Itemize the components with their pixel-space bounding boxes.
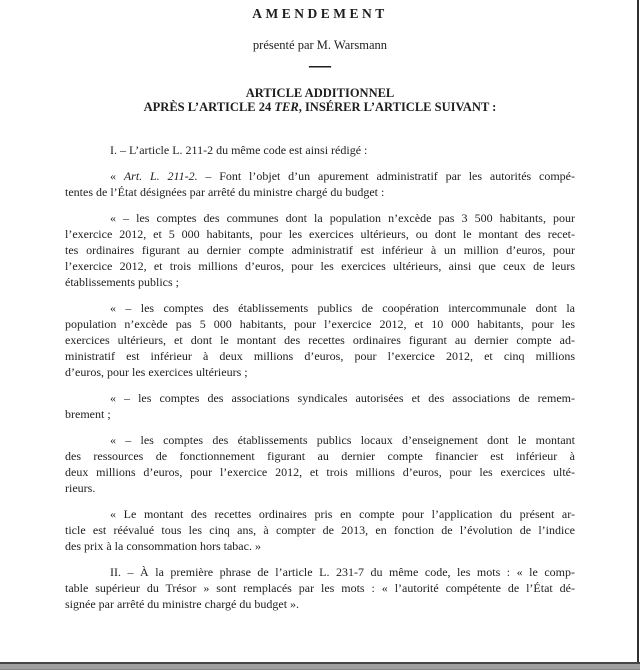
paragraph: [65, 168, 575, 200]
text-segment: – Font l’objet d’un apurement administratif par les autorités compé-: [197, 169, 575, 183]
presenter-line: présenté par M. Warsmann: [252, 38, 388, 52]
italic-text-segment: Art. L. 211-2.: [123, 169, 198, 183]
paragraph-line: tes ordinaires figurant au dernier compte administratif est inférieur à un million d’euros, pour: [65, 243, 575, 257]
paragraph-line: population n’excède pas 5 000 habitants, pour l’exercice 2012, et 10 000 habitants, pour les: [65, 317, 575, 331]
paragraph: [65, 210, 575, 290]
paragraph: [65, 300, 575, 380]
paragraph-line: l’exercice 2012, et 5 000 habitants, pour les exercices ultérieurs, ou dont le montant des recet-: [65, 227, 575, 241]
paragraph-line: brement ;: [65, 407, 111, 421]
heading-line2: [0, 100, 640, 114]
paragraph-line: « – les comptes des associations syndicales autorisées et des associations de remem-: [110, 391, 575, 405]
paragraph-line: établissements publics ;: [65, 275, 179, 289]
paragraph: [65, 142, 575, 158]
paragraph-line: tentes de l’État désignées par arrêté du ministre chargé du budget :: [65, 185, 385, 199]
paragraph-line: « – les comptes des établissements publics de coopération intercommunale dont la: [110, 301, 575, 315]
paragraph-line: des ressources de fonctionnement figurant au dernier compte financier est inférieur à: [65, 449, 575, 463]
paragraph-line: [65, 168, 575, 184]
paragraph-line: « Le montant des recettes ordinaires pris en compte pour l’application du présent ar-: [110, 507, 575, 521]
paragraph-line: I. – L’article L. 211-2 du même code est ainsi rédigé :: [110, 143, 368, 157]
text-segment: «: [110, 169, 124, 183]
document-body: [65, 142, 575, 612]
paragraph: [65, 564, 575, 612]
paragraph: [65, 432, 575, 496]
paragraph-line: « – les comptes des établissements publics locaux d’enseignement dont le montant: [110, 433, 575, 447]
paragraph-line: deux millions d’euros, pour l’exercice 2012, et trois millions d’euros, pour les exercices ulté-: [65, 465, 575, 479]
paragraph-line: signée par arrêté du ministre chargé du budget ».: [65, 597, 300, 611]
heading-line1: ARTICLE ADDITIONNEL: [245, 86, 395, 100]
page-right-edge: [637, 0, 639, 663]
italic-text-segment: TER: [274, 100, 299, 114]
separator-dash: —: [309, 52, 331, 77]
paragraph-line: ticle est réévalué tous les cinq ans, à compter de 2013, en fonction de l’évolution de l’indice: [65, 523, 575, 537]
text-segment: , INSÉRER L’ARTICLE SUIVANT :: [298, 100, 497, 114]
paragraph-line: d’euros, pour les exercices ultérieurs ;: [65, 365, 248, 379]
paragraph-line: exercices ultérieurs, et dont le montant des recettes ordinaires figurant au dernier compte ad-: [65, 333, 575, 347]
paragraph-line: l’exercice 2012, et trois millions d’euros, pour les exercices ultérieurs, ainsi que ceux de leurs: [65, 259, 575, 273]
paragraph-line: rieurs.: [65, 481, 96, 495]
paragraph-line: II. – À la première phrase de l’article L. 231-7 du même code, les mots : « le comp-: [110, 565, 575, 579]
paragraph-line: ministratif est inférieur à deux millions d’euros, pour l’exercice 2012, et cinq millions: [65, 349, 575, 363]
article-heading: [0, 86, 640, 114]
page-bottom-edge: [0, 662, 640, 670]
paragraph: [65, 390, 575, 422]
paragraph-line: « – les comptes des communes dont la population n’excède pas 3 500 habitants, pour: [110, 211, 575, 225]
paragraph: [65, 506, 575, 554]
paragraph-line: table supérieur du Trésor » sont remplacés par les mots : « l’autorité compétente de l’État dé-: [65, 581, 575, 595]
text-segment: APRÈS L’ARTICLE 24: [143, 100, 275, 114]
paragraph-line: des prix à la consommation hors tabac. »: [65, 539, 261, 553]
amendement-title: AMENDEMENT: [252, 6, 388, 21]
